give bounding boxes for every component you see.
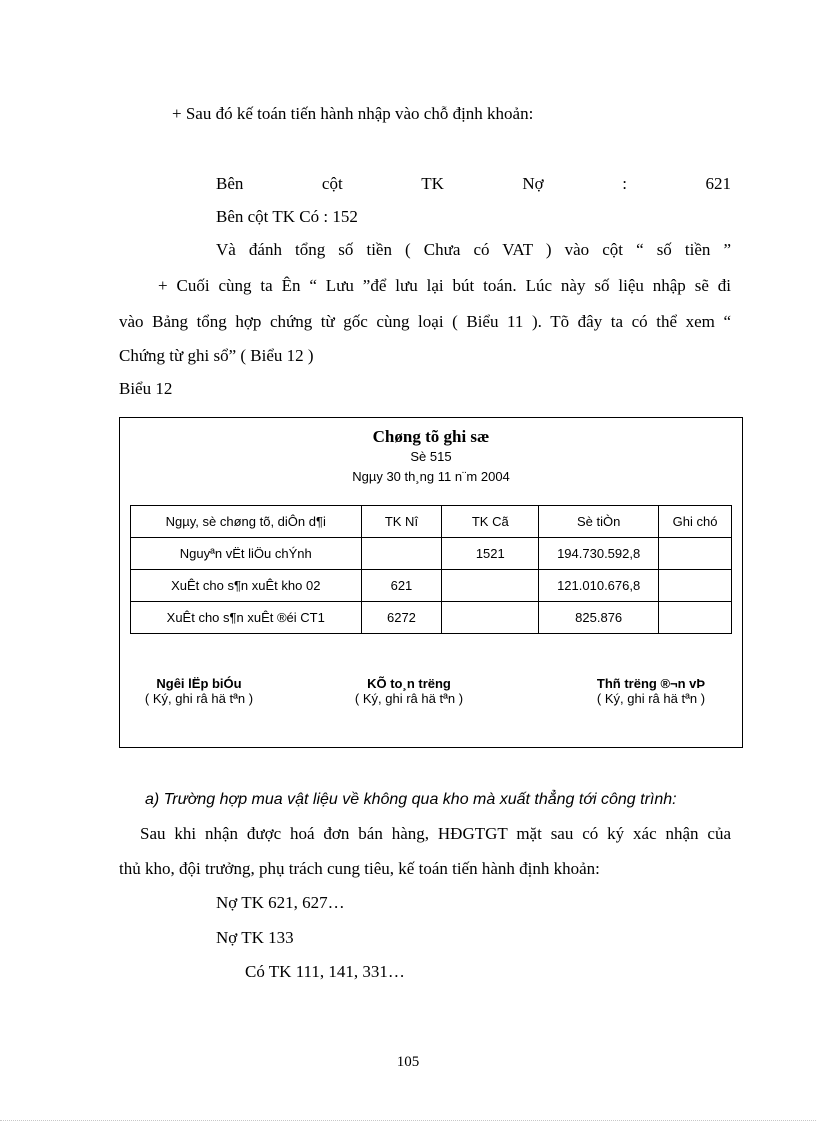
intro-line: + Sau đó kế toán tiến hành nhập vào chỗ định khoản: — [172, 104, 534, 123]
header-amount: Sè tiÒn — [539, 506, 659, 538]
cell-note — [659, 602, 732, 634]
table-row — [131, 538, 732, 570]
save-line-2: vào Bảng tổng hợp chứng từ gốc cùng loại ( Biểu 11 ). Tõ đây ta có thể xem “ — [119, 312, 731, 331]
header-credit: TK Cã — [442, 506, 539, 538]
signature-title: Thñ trëng ®¬n vÞ — [596, 676, 706, 691]
cell-description: XuÊt cho s¶n xuÊt kho 02 — [131, 570, 362, 602]
cell-credit: 1521 — [442, 538, 539, 570]
figure-label: Biểu 12 — [119, 379, 173, 398]
cell-amount: 194.730.592,8 — [539, 538, 659, 570]
signature-preparer — [124, 676, 274, 706]
cell-amount: 825.876 — [539, 602, 659, 634]
table-row — [131, 602, 732, 634]
signature-note: ( Ký, ghi râ hä tªn ) — [596, 691, 706, 706]
cell-description: XuÊt cho s¶n xuÊt ®éi CT1 — [131, 602, 362, 634]
debit-word-2: cột — [321, 174, 343, 193]
cell-amount: 121.010.676,8 — [539, 570, 659, 602]
entry-3: Có TK 111, 141, 331… — [245, 962, 405, 981]
case-line-2: thủ kho, đội trưởng, phụ trách cung tiêu, kế toán tiến hành định khoản: — [119, 859, 600, 878]
cell-debit — [361, 538, 442, 570]
signature-note: ( Ký, ghi râ hä tªn ) — [354, 691, 464, 706]
cell-credit — [442, 570, 539, 602]
voucher-box — [119, 417, 743, 748]
page-number: 105 — [396, 1054, 420, 1070]
credit-line: Bên cột TK Có : 152 — [216, 207, 358, 226]
save-line-1: + Cuối cùng ta Ên “ Lưu ”để lưu lại bút toán. Lúc này số liệu nhập sẽ đi — [158, 276, 731, 295]
voucher-title: Chøng tõ ghi sæ — [372, 427, 490, 446]
debit-line — [216, 174, 731, 194]
table-row — [131, 570, 732, 602]
case-heading: a) Trường hợp mua vật liệu về không qua kho mà xuất thẳng tới công trình: — [145, 791, 677, 808]
save-line-3: Chứng từ ghi sổ” ( Biểu 12 ) — [119, 346, 314, 365]
page-divider — [0, 1120, 816, 1121]
debit-word-1: Bên — [216, 174, 244, 193]
table-header-row — [131, 506, 732, 538]
cell-note — [659, 570, 732, 602]
case-line-1: Sau khi nhận được hoá đơn bán hàng, HĐGTGT mặt sau có ký xác nhận của — [140, 824, 731, 843]
voucher-table — [130, 505, 732, 634]
entry-2: Nợ TK 133 — [216, 928, 294, 947]
cell-debit: 6272 — [361, 602, 442, 634]
header-debit: TK Nî — [361, 506, 442, 538]
debit-account: 621 — [705, 174, 731, 193]
entry-1: Nợ TK 621, 627… — [216, 893, 345, 912]
amount-line: Và đánh tổng số tiền ( Chưa có VAT ) vào cột “ số tiền ” — [216, 240, 731, 259]
voucher-date: Ngµy 30 th¸ng 11 n¨m 2004 — [352, 469, 510, 484]
header-description: Ngµy, sè chøng tõ, diÔn d¶i — [131, 506, 362, 538]
signature-chief-accountant — [334, 676, 484, 706]
voucher-number: Sè 515 — [410, 449, 452, 464]
cell-description: Nguyªn vËt liÖu chÝnh — [131, 538, 362, 570]
header-note: Ghi chó — [659, 506, 732, 538]
signature-note: ( Ký, ghi râ hä tªn ) — [144, 691, 254, 706]
cell-debit: 621 — [361, 570, 442, 602]
signature-head — [571, 676, 731, 706]
signature-title: KÕ to¸n trëng — [367, 676, 451, 691]
debit-word-5: : — [622, 174, 627, 193]
debit-word-3: TK — [421, 174, 444, 193]
cell-note — [659, 538, 732, 570]
signature-title: Ngêi lËp biÓu — [156, 676, 242, 691]
debit-word-4: Nợ — [522, 174, 544, 193]
cell-credit — [442, 602, 539, 634]
